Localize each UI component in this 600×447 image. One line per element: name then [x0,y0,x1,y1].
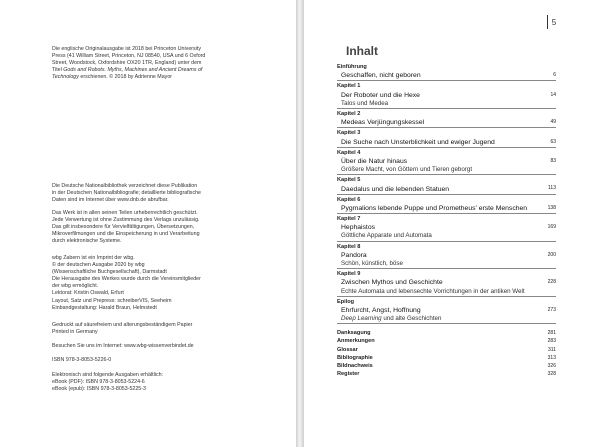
imprint-line: © der deutschen Ausgabe 2020 by wbg [52,262,145,269]
toc-back-title: Register [337,371,360,378]
imprint-line: Printed in Germany [52,329,98,336]
imprint-line: Das gilt insbesondere für Vervielfältigungen, Übersetzungen, [52,224,195,231]
toc-entry[interactable] [337,129,556,147]
toc-rule [337,323,556,324]
toc-entry-subtitle: Talos und Medea [341,99,389,107]
toc-entry[interactable] [337,110,556,128]
toc-back-entry[interactable] [337,354,556,362]
toc-page-number: 49 [550,119,556,126]
imprint-line: Layout, Satz und Prepress: schreiberVIS, Seeheim [52,297,172,304]
toc-section-label: Kapitel 7 [337,216,361,222]
toc-page-number: 328 [547,371,556,378]
toc-rule [337,127,556,128]
toc-rule [337,268,556,269]
toc-title-row [337,306,556,315]
toc-back-title: Bildnachweis [337,363,373,369]
toc-section-label: Kapitel 9 [337,271,361,278]
toc-entry-title: Daedalus und die lebenden Statuen [341,185,450,193]
page-number-marker [547,15,556,29]
imprint-line: eBook (epub): ISBN 978-3-8053-5225-3 [52,386,146,393]
toc-back-matter [337,329,556,378]
toc-rule [337,174,556,175]
toc-entry-subtitle: Göttliche Apparate und Automata [341,232,432,240]
toc-entry-title: Hephaistos [341,224,376,232]
toc-entry-title: Pandora [341,251,367,259]
imprint-line: Technology erschienen. © 2018 by Adrienne Mayor [52,74,173,81]
toc-title: Inhalt [346,44,378,58]
toc-entry[interactable] [337,149,556,176]
toc-section-label: Kapitel 6 [337,196,361,203]
toc-subtitle-emphasis: Deep Learning [341,315,382,323]
toc-entry-title: Pygmalions lebende Puppe und Prometheus' erste Menschen [341,204,528,212]
toc-entry-subtitle [337,315,556,323]
toc-entry-title: Zwischen Mythos und Geschichte [341,279,443,287]
toc-entry-title: Der Roboter und die Hexe [341,91,420,99]
imprint-original-edition [52,46,205,81]
toc-entry[interactable] [337,63,556,81]
toc-page-number: 14 [550,91,556,98]
toc-entry-title: Über die Natur hinaus [341,157,408,165]
imprint-line: Lektorat: Kristin Oswald, Erfurt [52,290,124,297]
imprint-line: wbg Zabern ist ein Imprint der wbg. [52,255,135,261]
toc-page-number: 228 [547,279,556,286]
toc-back-entry[interactable] [337,346,556,354]
imprint-paper [52,322,192,336]
imprint-website [52,343,194,350]
toc-entry[interactable] [337,270,556,297]
imprint-line: Elektronisch sind folgende Ausgaben erhältlich: [52,372,164,378]
toc-back-title: Danksagung [337,330,371,337]
toc-entry[interactable] [337,243,556,270]
imprint-copyright [52,210,200,245]
toc-section-label: Kapitel 8 [337,243,361,250]
toc-section-label: Kapitel 1 [337,83,361,90]
toc-rule [337,296,556,297]
toc-entry[interactable] [337,82,556,109]
imprint-line: Press (41 William Street, Princeton, NJ 08540, USA und 6 Oxford [52,53,206,60]
toc-entry[interactable] [337,215,556,242]
toc-page-number: 83 [550,157,556,164]
imprint-line: (Wissenschaftliche Buchgesellschaft), Darmstadt [52,269,167,276]
toc-rule [337,80,556,81]
imprint-line: Titel Gods and Robots. Myths, Machines and Ancient Dreams of [52,67,203,74]
imprint-line: Jede Verwertung ist ohne Zustimmung des Verlags unzulässig. [52,217,200,224]
imprint-line: Street, Woodstock, Oxfordshire OX20 1TR, England) unter dem [52,60,202,67]
toc-entry-title: Die Suche nach Unsterblichkeit und ewiger Jugend [341,138,495,146]
toc-page-number: 283 [547,338,556,345]
toc-back-title: Glossar [337,346,358,353]
toc-rule [337,194,556,195]
imprint-isbn [52,357,111,364]
imprint-publisher [52,255,201,312]
imprint-line: der wbg ermöglicht. [52,283,99,290]
imprint-line: Die Herausgabe des Werkes wurde durch die Vereinsmitglieder [52,276,201,283]
toc-page-number: 138 [547,204,556,211]
toc-title-row [337,138,556,147]
toc-entry[interactable] [337,196,556,214]
toc-page-number: 63 [550,138,556,145]
imprint-line: ISBN 978-3-8053-5226-0 [52,357,112,363]
toc-page-number: 169 [547,224,556,231]
imprint-line: Die Deutsche Nationalbibliothek verzeichnet diese Publikation [52,183,198,189]
imprint-line: Gedruckt auf säurefreiem und alterungsbeständigem Papier [52,322,193,328]
toc-rule [337,108,556,109]
toc-page-number: 273 [547,306,556,313]
toc-back-entry[interactable] [337,329,556,337]
imprint-line: Daten sind im Internet über www.dnb.de abrufbar. [52,197,169,204]
imprint-line: Einbandgestaltung: Harald Braun, Helmstedt [52,304,157,311]
toc-title-row [337,223,556,232]
toc-title-row [337,91,556,100]
imprint-line: in der Deutschen Nationalbibliografie; detaillierte bibliografische [52,190,201,197]
toc-section-label: Kapitel 5 [337,177,361,184]
toc-entry-title: Ehrfurcht, Angst, Hoffnung [341,306,421,314]
toc-page-number: 326 [547,363,556,369]
imprint-dnb-notice [52,183,201,204]
toc-back-entry[interactable] [337,370,556,378]
imprint-line: Das Werk ist in allen seinen Teilen urheberrechtlich geschützt. [52,210,198,216]
toc-entry-subtitle: Schön, künstlich, böse [341,259,403,267]
toc-title-row [337,157,556,166]
page-number: 5 [551,17,557,27]
toc-entry[interactable] [337,298,556,325]
table-of-contents [337,63,556,378]
imprint-line: Die englische Originalausgabe ist 2018 bei Princeton University [52,46,201,52]
contents-page [304,0,600,447]
toc-rule [337,241,556,242]
toc-section-label: Kapitel 3 [337,130,361,137]
toc-section-label: Einführung [337,64,367,70]
imprint-ebook [52,372,163,393]
toc-page-number: 311 [548,346,556,353]
toc-section-label: Kapitel 4 [337,149,361,156]
imprint-line: durch elektronische Systeme. [52,238,122,245]
toc-back-entry[interactable] [337,362,556,370]
book-title-italic: Technology [52,74,79,81]
toc-section-label: Kapitel 2 [337,110,361,117]
imprint-line: Besuchen Sie uns im Internet: www.wbg-wissenverbindet.de [52,343,194,349]
toc-entry-title: Medeas Verjüngungskessel [341,119,425,127]
book-gutter [296,0,304,447]
toc-back-title: Bibliographie [337,354,373,361]
toc-title-row [337,118,556,127]
toc-page-number: 281 [547,330,556,337]
toc-back-title: Anmerkungen [337,338,375,345]
toc-title-row [337,204,556,213]
book-title-italic: Gods and Robots. Myths, Machines and Ancient Dreams of [63,67,203,74]
imprint-line: eBook (PDF): ISBN 978-3-8053-5224-6 [52,379,145,386]
toc-page-number: 6 [553,72,556,79]
toc-rule [337,213,556,214]
toc-entry-subtitle: Größere Macht, von Göttern und Tieren geborgt [341,166,473,174]
toc-title-row [337,278,556,287]
toc-title-row [337,251,556,260]
toc-entry-title: Geschaffen, nicht geboren [341,72,421,80]
imprint-line: Mikroverfilmungen und die Einspeicherung in und Verarbeitung [52,231,200,238]
toc-page-number: 113 [548,185,556,192]
toc-entry[interactable] [337,176,556,194]
toc-entry-subtitle: Echte Automata und lebensechte Vorrichtungen in der antiken Welt [341,287,525,295]
toc-page-number: 313 [547,354,556,361]
toc-back-entry[interactable] [337,337,556,345]
toc-title-row [337,184,556,193]
toc-page-number: 200 [547,251,556,258]
page-number-rule [547,15,548,29]
toc-section-label: Epilog [337,298,355,305]
imprint-page [0,0,296,447]
toc-rule [337,147,556,148]
toc-title-row [337,71,556,80]
toc-subtitle-text: und alte Geschichten [381,315,442,323]
